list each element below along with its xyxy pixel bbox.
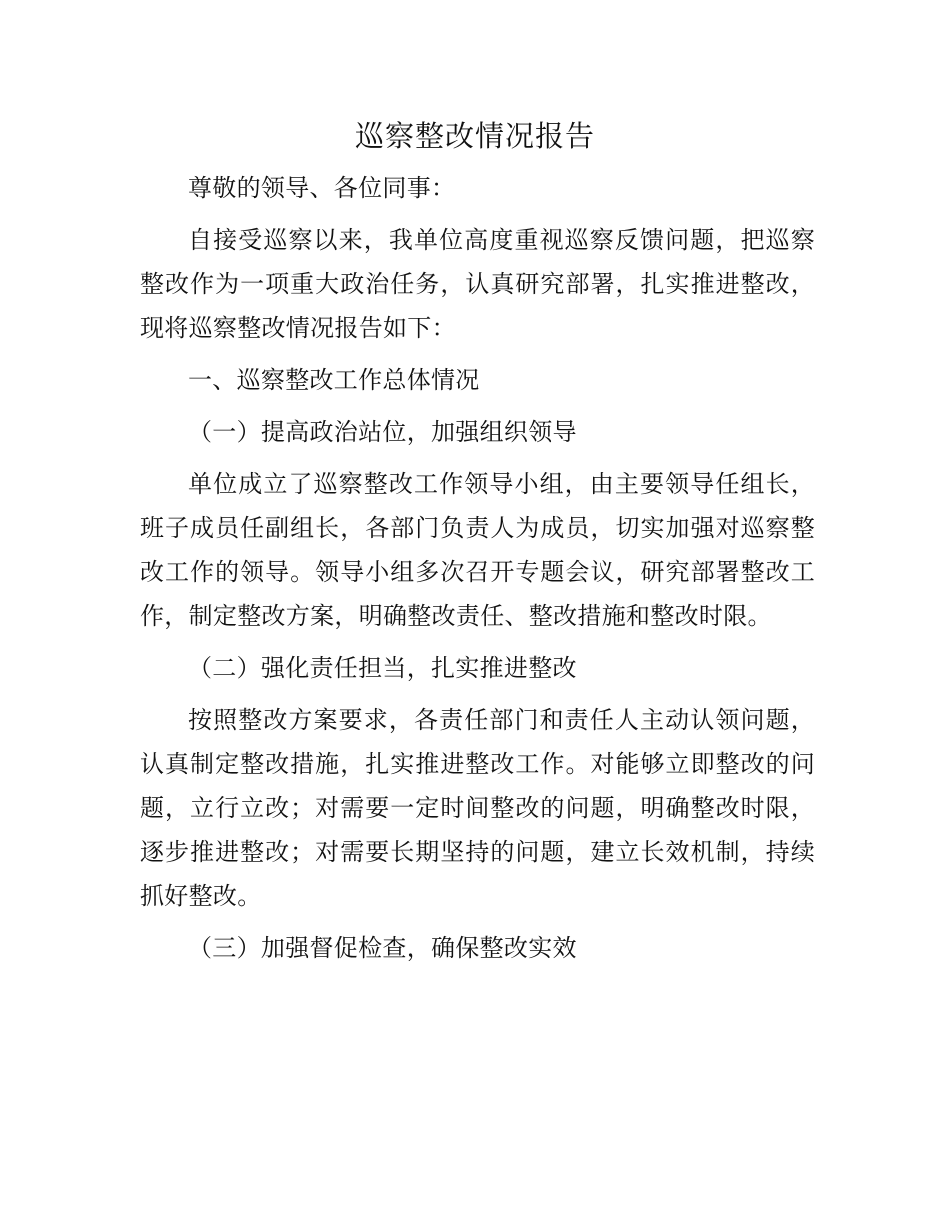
subsection-heading: （一）提高政治站位，加强组织领导 bbox=[188, 418, 577, 446]
intro-paragraph: 自接受巡察以来，我单位高度重视巡察反馈问题，把巡察整改作为一项重大政治任务，认真研究部署，扎实推进整改，现将巡察整改情况报告如下： bbox=[140, 226, 815, 342]
section-heading: 一、巡察整改工作总体情况 bbox=[188, 366, 480, 394]
body-paragraph: 单位成立了巡察整改工作领导小组，由主要领导任组长，班子成员任副组长，各部门负责人为成员，切实加强对巡察整改工作的领导。领导小组多次召开专题会议，研究部署整改工作，制定整改方案，明确整改责任、整改措施和整改时限。 bbox=[140, 470, 815, 630]
salutation: 尊敬的领导、各位同事： bbox=[188, 174, 456, 202]
document-body bbox=[140, 166, 815, 978]
subsection-heading: （三）加强督促检查，确保整改实效 bbox=[188, 934, 577, 962]
body-paragraph: 按照整改方案要求，各责任部门和责任人主动认领问题，认真制定整改措施，扎实推进整改工作。对能够立即整改的问题，立行立改；对需要一定时间整改的问题，明确整改时限，逐步推进整改；对需要长期坚持的问题，建立长效机制，持续抓好整改。 bbox=[140, 706, 815, 910]
subsection-heading: （二）强化责任担当，扎实推进整改 bbox=[188, 654, 577, 682]
document-title: 巡察整改情况报告 bbox=[354, 119, 595, 153]
